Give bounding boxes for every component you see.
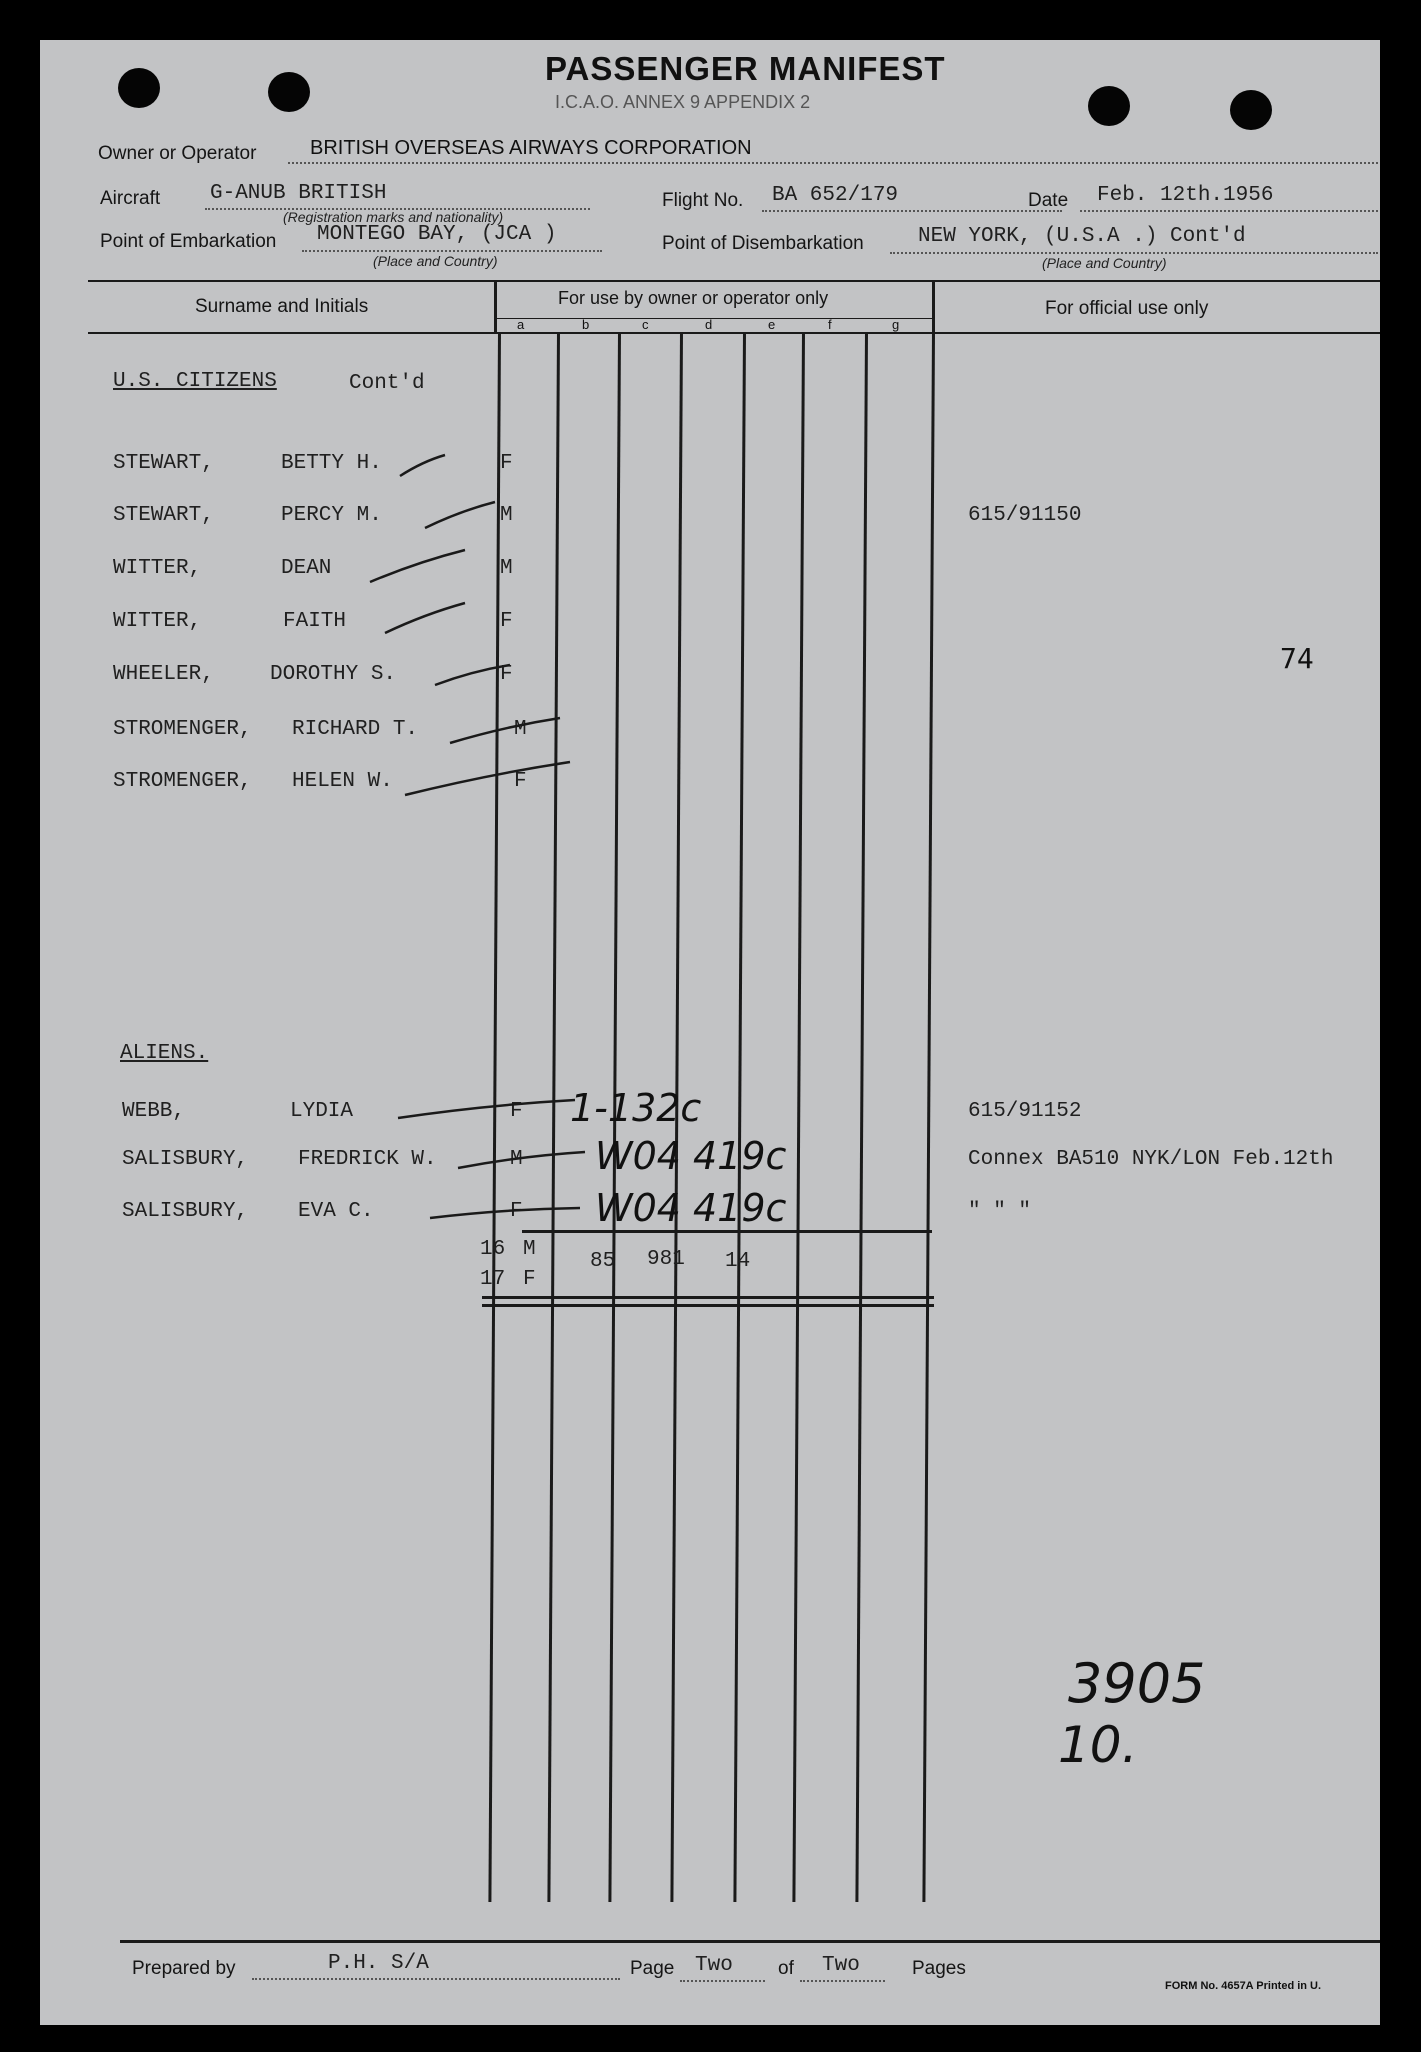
passenger-sex: F xyxy=(510,1100,523,1123)
aliens-heading: ALIENS. xyxy=(120,1042,209,1065)
pen-tick-mark xyxy=(400,455,445,476)
of-value: Two xyxy=(822,1954,860,1977)
embark-value: MONTEGO BAY, (JCA ) xyxy=(317,223,557,246)
total-female-label: F xyxy=(523,1268,536,1291)
pen-tick-mark xyxy=(425,502,495,528)
total-col-c: 981 xyxy=(647,1248,685,1271)
pen-tick-mark xyxy=(450,718,560,743)
total-female-count: 17 xyxy=(480,1268,506,1291)
flight-value: BA 652/179 xyxy=(772,184,899,207)
page-value: Two xyxy=(695,1954,733,1977)
passenger-surname: STEWART, xyxy=(113,504,214,527)
col-surname-header: Surname and Initials xyxy=(195,296,369,317)
owner-value: BRITISH OVERSEAS AIRWAYS CORPORATION xyxy=(310,137,752,159)
margin-number: 74 xyxy=(1280,642,1314,675)
pen-marks xyxy=(40,40,1380,2025)
passenger-surname: SALISBURY, xyxy=(122,1200,249,1223)
passenger-given-name: EVA C. xyxy=(298,1200,374,1223)
passenger-surname: SALISBURY, xyxy=(122,1148,249,1171)
passenger-given-name: LYDIA xyxy=(290,1100,354,1123)
sub-column-e: e xyxy=(768,317,776,332)
disembark-label: Point of Disembarkation xyxy=(662,233,864,254)
passenger-surname: STEWART, xyxy=(113,452,214,475)
total-col-d: 14 xyxy=(725,1250,751,1273)
passenger-surname: STROMENGER, xyxy=(113,770,252,793)
us-citizens-contd: Cont'd xyxy=(349,372,425,395)
passenger-sex: M xyxy=(510,1148,523,1171)
col-official-header: For official use only xyxy=(1045,298,1209,319)
total-col-b: 85 xyxy=(590,1250,616,1273)
passenger-surname: WEBB, xyxy=(122,1100,186,1123)
passenger-given-name: PERCY M. xyxy=(281,504,382,527)
total-male-label: M xyxy=(523,1238,536,1261)
registration-note: (Registration marks and nationality) xyxy=(283,209,504,225)
embark-note: (Place and Country) xyxy=(373,253,498,269)
passenger-handwritten-code: W04 419c xyxy=(595,1134,787,1178)
handwritten-total-2: 10. xyxy=(1058,1716,1138,1774)
passenger-official-ref: Connex BA510 NYK/LON Feb.12th xyxy=(968,1148,1334,1171)
passenger-given-name: BETTY H. xyxy=(281,452,382,475)
flight-label: Flight No. xyxy=(662,190,744,211)
form-number: FORM No. 4657A Printed in U. xyxy=(1165,1980,1322,1992)
aircraft-label: Aircraft xyxy=(100,188,161,209)
passenger-official-ref: " " " xyxy=(968,1200,1032,1223)
sub-column-b: b xyxy=(582,317,590,332)
passenger-surname: STROMENGER, xyxy=(113,718,252,741)
pages-label: Pages xyxy=(912,1958,966,1979)
us-citizens-heading: U.S. CITIZENS xyxy=(113,370,277,393)
pen-tick-mark xyxy=(458,1152,585,1168)
passenger-sex: F xyxy=(514,770,527,793)
pen-tick-mark xyxy=(405,762,570,795)
sub-column-f: f xyxy=(828,317,832,332)
passenger-handwritten-code: W04 419c xyxy=(595,1186,787,1230)
prepared-label: Prepared by xyxy=(132,1958,236,1979)
passenger-sex: F xyxy=(500,452,513,475)
pen-tick-mark xyxy=(398,1100,575,1118)
sub-column-d: d xyxy=(705,317,713,332)
disembark-note: (Place and Country) xyxy=(1042,255,1167,271)
date-label: Date xyxy=(1028,190,1069,211)
passenger-surname: WITTER, xyxy=(113,557,202,580)
passenger-official-ref: 615/91152 xyxy=(968,1100,1082,1123)
aircraft-value: G-ANUB BRITISH xyxy=(210,182,387,205)
page-label: Page xyxy=(630,1958,675,1979)
passenger-surname: WITTER, xyxy=(113,610,202,633)
passenger-sex: F xyxy=(500,610,513,633)
total-male-count: 16 xyxy=(480,1238,506,1261)
pen-tick-mark xyxy=(435,665,510,685)
handwritten-total-1: 3905 xyxy=(1068,1652,1206,1715)
passenger-given-name: FAITH xyxy=(283,610,347,633)
passenger-sex: F xyxy=(500,663,513,686)
embark-label: Point of Embarkation xyxy=(100,231,277,252)
form-title: PASSENGER MANIFEST xyxy=(545,50,946,87)
passenger-given-name: RICHARD T. xyxy=(292,718,419,741)
disembark-value: NEW YORK, (U.S.A .) Cont'd xyxy=(918,225,1246,248)
passenger-given-name: HELEN W. xyxy=(292,770,393,793)
passenger-sex: M xyxy=(514,718,527,741)
sub-column-c: c xyxy=(642,317,649,332)
sub-column-g: g xyxy=(892,317,900,332)
pen-tick-mark xyxy=(370,550,465,582)
col-owner-use-header: For use by owner or operator only xyxy=(558,288,829,308)
passenger-given-name: FREDRICK W. xyxy=(298,1148,437,1171)
sub-column-a: a xyxy=(517,317,525,332)
pen-tick-mark xyxy=(385,603,465,633)
passenger-surname: WHEELER, xyxy=(113,663,214,686)
passenger-given-name: DOROTHY S. xyxy=(270,663,397,686)
passenger-sex: F xyxy=(510,1200,523,1223)
of-label: of xyxy=(778,1958,794,1979)
owner-label: Owner or Operator xyxy=(98,143,257,164)
passenger-sex: M xyxy=(500,504,513,527)
passenger-sex: M xyxy=(500,557,513,580)
passenger-handwritten-code: 1-132c xyxy=(570,1086,702,1130)
manifest-page xyxy=(40,40,1380,2025)
pen-tick-mark xyxy=(430,1208,580,1218)
passenger-official-ref: 615/91150 xyxy=(968,504,1082,527)
prepared-value: P.H. S/A xyxy=(328,1952,429,1975)
date-value: Feb. 12th.1956 xyxy=(1097,184,1274,207)
form-subtitle: I.C.A.O. ANNEX 9 APPENDIX 2 xyxy=(555,92,811,112)
passenger-given-name: DEAN xyxy=(281,557,332,580)
